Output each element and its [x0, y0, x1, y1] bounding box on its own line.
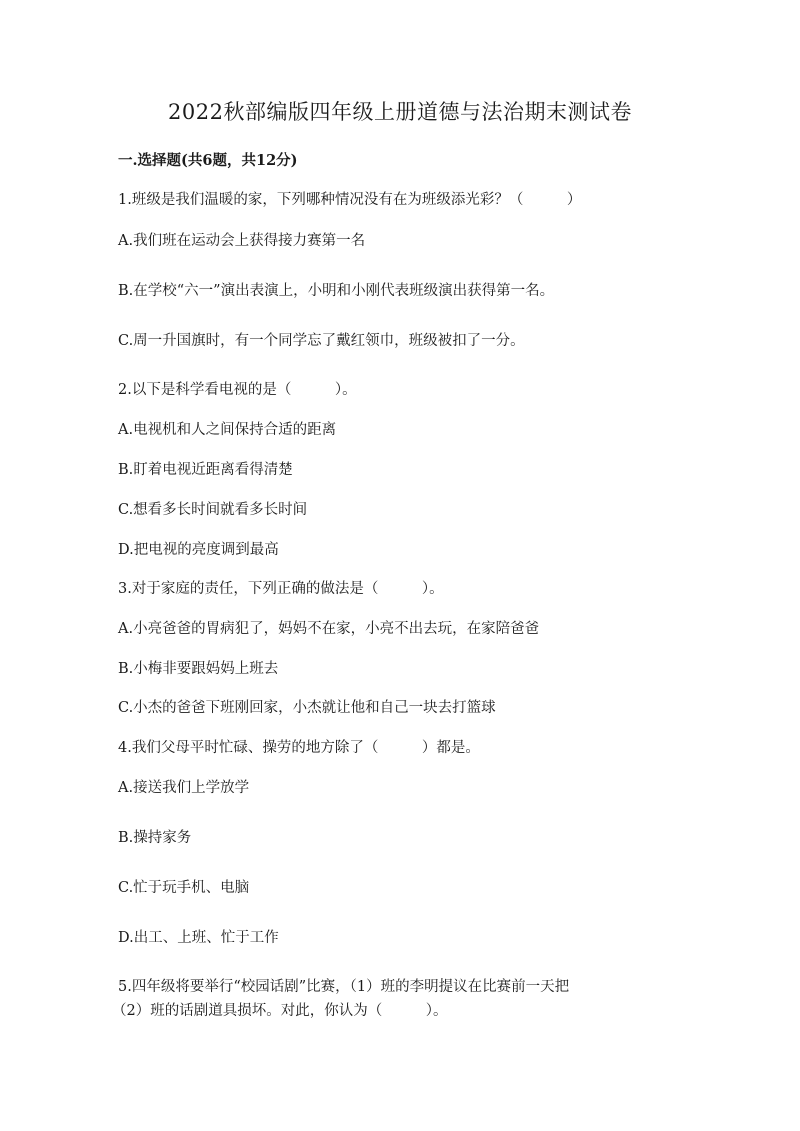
question-3-option-b: B.小梅非要跟妈妈上班去: [118, 661, 279, 677]
section-heading: 一.选择题(共6题，共12分): [118, 152, 298, 169]
question-2-option-b: B.盯着电视近距离看得清楚: [118, 462, 293, 478]
question-4-option-a: A.接送我们上学放学: [118, 780, 250, 796]
question-2-option-d: D.把电视的亮度调到最高: [118, 542, 279, 558]
question-4-option-c: C.忙于玩手机、电脑: [118, 880, 250, 896]
question-1-stem: 1.班级是我们温暖的家，下列哪种情况没有在为班级添光彩？（ ）: [118, 192, 582, 208]
question-5-stem-line-1: 5.四年级将要举行“校园话剧”比赛，（1）班的李明提议在比赛前一天把: [118, 979, 570, 995]
question-2-option-c: C.想看多长时间就看多长时间: [118, 502, 308, 518]
question-1-option-a: A.我们班在运动会上获得接力赛第一名: [118, 233, 366, 249]
question-2-option-a: A.电视机和人之间保持合适的距离: [118, 422, 337, 438]
question-5-stem-line-2: （2）班的话剧道具损坏。对此，你认为（ ）。: [112, 1003, 448, 1019]
question-3-option-a: A.小亮爸爸的胃病犯了，妈妈不在家，小亮不出去玩，在家陪爸爸: [118, 621, 540, 637]
question-1-option-b: B.在学校“六一”演出表演上，小明和小刚代表班级演出获得第一名。: [118, 283, 555, 299]
document-title: 2022秋部编版四年级上册道德与法治期末测试卷: [168, 100, 632, 124]
question-1-option-c: C.周一升国旗时，有一个同学忘了戴红领巾，班级被扣了一分。: [118, 333, 525, 349]
question-4-stem: 4.我们父母平时忙碌、操劳的地方除了（ ）都是。: [118, 740, 480, 756]
question-3-option-c: C.小杰的爸爸下班刚回家，小杰就让他和自己一块去打篮球: [118, 700, 496, 716]
question-4-option-d: D.出工、上班、忙于工作: [118, 930, 279, 946]
question-2-stem: 2.以下是科学看电视的是（ ）。: [118, 382, 357, 398]
question-3-stem: 3.对于家庭的责任，下列正确的做法是（ ）。: [118, 581, 444, 597]
question-4-option-b: B.操持家务: [118, 830, 192, 846]
